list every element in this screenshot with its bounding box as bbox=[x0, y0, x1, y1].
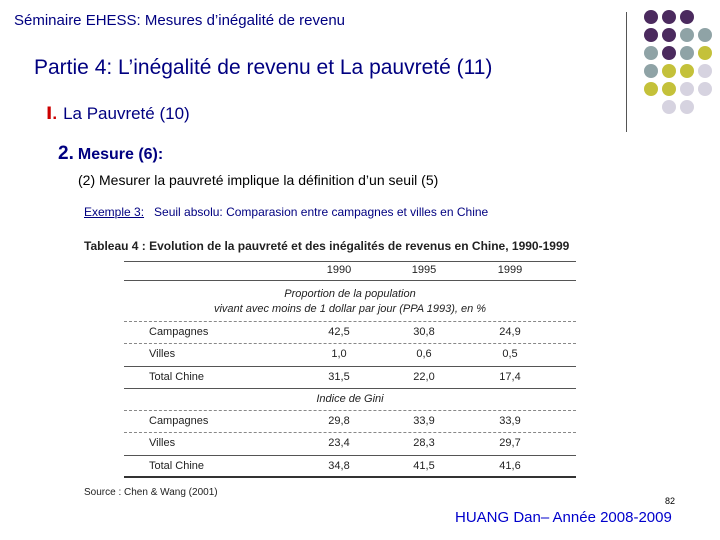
cell-value: 31,5 bbox=[328, 371, 350, 383]
cell-value: 23,4 bbox=[328, 437, 350, 449]
poverty-caption-line1: Proportion de la population bbox=[284, 288, 416, 300]
cell-value: 41,6 bbox=[499, 460, 521, 472]
decorative-dot-grid bbox=[642, 10, 718, 120]
subsection-text: (2) Mesurer la pauvreté implique la définition d’un seuil (5) bbox=[78, 172, 439, 188]
table-title: Tableau 4 : Evolution de la pauvreté et des inégalités de revenus en Chine, 1990-1999 bbox=[84, 239, 570, 253]
cell-value: 33,9 bbox=[413, 415, 435, 427]
cell-value: 17,4 bbox=[499, 371, 521, 383]
cell-value: 42,5 bbox=[328, 326, 350, 338]
cell-value: 41,5 bbox=[413, 460, 435, 472]
table-rule bbox=[124, 321, 576, 322]
dot-olive bbox=[644, 82, 658, 96]
table-rule bbox=[124, 455, 576, 456]
section-heading-2 bbox=[58, 143, 163, 165]
gini-caption: Indice de Gini bbox=[316, 393, 384, 405]
dot-lavender bbox=[698, 64, 712, 78]
example-text: Seuil absolu: Comparasion entre campagnes et villes en Chine bbox=[154, 205, 489, 219]
table-rule bbox=[124, 343, 576, 344]
row-name: Villes bbox=[149, 437, 176, 449]
dot-lavender bbox=[680, 82, 694, 96]
cell-value: 34,8 bbox=[328, 460, 350, 472]
footer-author: HUANG Dan– Année 2008-2009 bbox=[455, 509, 672, 526]
row-name: Villes bbox=[149, 348, 176, 360]
dot-olive bbox=[698, 46, 712, 60]
section-1-text: La Pauvreté (10) bbox=[63, 104, 190, 123]
cell-value: 30,8 bbox=[413, 326, 435, 338]
dot-purple bbox=[644, 28, 658, 42]
cell-value: 29,7 bbox=[499, 437, 521, 449]
table-rule bbox=[124, 410, 576, 411]
table-rule bbox=[124, 366, 576, 367]
dot-teal bbox=[680, 46, 694, 60]
example-line bbox=[84, 205, 488, 219]
data-table bbox=[124, 258, 576, 478]
year-header: 1990 bbox=[326, 264, 352, 276]
cell-value: 0,5 bbox=[502, 348, 518, 360]
cell-value: 0,6 bbox=[416, 348, 432, 360]
table-rule bbox=[124, 432, 576, 433]
section-2-text: Mesure (6): bbox=[77, 146, 164, 163]
section-1-number: Ⅰ. bbox=[46, 104, 58, 123]
cell-value: 1,0 bbox=[331, 348, 347, 360]
row-name: Total Chine bbox=[149, 460, 205, 472]
dot-olive bbox=[662, 64, 676, 78]
table-source: Source : Chen & Wang (2001) bbox=[84, 487, 218, 498]
dot-purple bbox=[662, 28, 676, 42]
example-label: Exemple 3: bbox=[84, 205, 145, 219]
cell-value: 24,9 bbox=[499, 326, 521, 338]
table-rule bbox=[124, 280, 576, 281]
cell-value: 33,9 bbox=[499, 415, 521, 427]
slide-title: Partie 4: L’inégalité de revenu et La pauvreté (11) bbox=[34, 56, 493, 79]
row-name: Total Chine bbox=[149, 371, 205, 383]
row-name: Campagnes bbox=[149, 415, 209, 427]
dot-lavender bbox=[662, 100, 676, 114]
dot-teal bbox=[680, 28, 694, 42]
dot-purple bbox=[662, 46, 676, 60]
table-rule bbox=[124, 261, 576, 262]
dot-purple bbox=[662, 10, 676, 24]
dot-olive bbox=[662, 82, 676, 96]
dot-purple bbox=[644, 10, 658, 24]
table-rule bbox=[124, 388, 576, 389]
dot-lavender bbox=[698, 82, 712, 96]
dot-teal bbox=[644, 46, 658, 60]
year-header: 1995 bbox=[411, 264, 437, 276]
header-title: Séminaire EHESS: Mesures d’inégalité de revenu bbox=[14, 12, 346, 29]
dot-purple bbox=[680, 10, 694, 24]
section-2-number: 2. bbox=[58, 143, 74, 164]
poverty-caption-line2: vivant avec moins de 1 dollar par jour (PPA 1993), en % bbox=[213, 303, 487, 315]
cell-value: 28,3 bbox=[413, 437, 435, 449]
dot-teal bbox=[644, 64, 658, 78]
cell-value: 29,8 bbox=[328, 415, 350, 427]
cell-value: 22,0 bbox=[413, 371, 435, 383]
dot-lavender bbox=[680, 100, 694, 114]
table-rule bbox=[124, 476, 576, 478]
vertical-divider bbox=[626, 12, 627, 132]
page-number: 82 bbox=[665, 496, 676, 506]
section-heading-1 bbox=[46, 104, 190, 124]
row-name: Campagnes bbox=[149, 326, 209, 338]
year-header: 1999 bbox=[497, 264, 523, 276]
dot-teal bbox=[698, 28, 712, 42]
dot-olive bbox=[680, 64, 694, 78]
